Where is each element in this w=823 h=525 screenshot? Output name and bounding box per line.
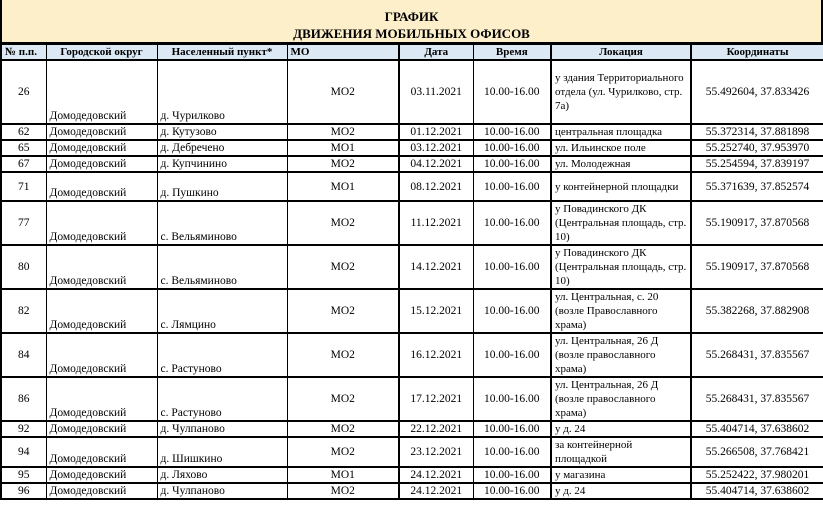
cell-place: с. Растуново — [157, 377, 287, 421]
cell-number: 80 — [1, 245, 46, 289]
cell-district: Домодедовский — [46, 377, 157, 421]
cell-place: д. Дебречено — [157, 140, 287, 156]
cell-mo: МО2 — [287, 124, 399, 140]
cell-coordinates: 55.404714, 37.638602 — [691, 421, 823, 437]
table-row — [1, 156, 823, 172]
cell-district: Домодедовский — [46, 483, 157, 499]
cell-date: 08.12.2021 — [399, 172, 473, 201]
cell-coordinates: 55.492604, 37.833426 — [691, 60, 823, 124]
table-row — [1, 377, 823, 421]
column-header-coordinates: Координаты — [691, 45, 823, 61]
cell-location: за контейнерной площадкой — [551, 437, 691, 467]
cell-district: Домодедовский — [46, 156, 157, 172]
cell-number: 84 — [1, 333, 46, 377]
table-row — [1, 60, 823, 124]
cell-location: ул. Ильинское поле — [551, 140, 691, 156]
cell-date: 01.12.2021 — [399, 124, 473, 140]
cell-location: у магазина — [551, 467, 691, 483]
cell-district: Домодедовский — [46, 437, 157, 467]
cell-number: 92 — [1, 421, 46, 437]
cell-place: с. Вельяминово — [157, 201, 287, 245]
column-header-place: Населенный пункт* — [157, 45, 287, 61]
cell-date: 24.12.2021 — [399, 467, 473, 483]
cell-district: Домодедовский — [46, 467, 157, 483]
cell-mo: МО2 — [287, 377, 399, 421]
table-row — [1, 333, 823, 377]
cell-mo: МО2 — [287, 421, 399, 437]
cell-time: 10.00-16.00 — [473, 60, 551, 124]
cell-district: Домодедовский — [46, 201, 157, 245]
column-header-time: Время — [473, 45, 551, 61]
cell-date: 23.12.2021 — [399, 437, 473, 467]
cell-district: Домодедовский — [46, 60, 157, 124]
cell-district: Домодедовский — [46, 124, 157, 140]
cell-date: 11.12.2021 — [399, 201, 473, 245]
cell-mo: МО2 — [287, 333, 399, 377]
cell-district: Домодедовский — [46, 333, 157, 377]
cell-place: д. Ляхово — [157, 467, 287, 483]
cell-date: 22.12.2021 — [399, 421, 473, 437]
title-band — [0, 0, 823, 44]
cell-time: 10.00-16.00 — [473, 467, 551, 483]
table-row — [1, 140, 823, 156]
table-row — [1, 421, 823, 437]
cell-number: 96 — [1, 483, 46, 499]
cell-coordinates: 55.266508, 37.768421 — [691, 437, 823, 467]
cell-coordinates: 55.190917, 37.870568 — [691, 245, 823, 289]
cell-coordinates: 55.268431, 37.835567 — [691, 377, 823, 421]
cell-number: 71 — [1, 172, 46, 201]
cell-place: д. Купчинино — [157, 156, 287, 172]
cell-location: у д. 24 — [551, 483, 691, 499]
cell-number: 67 — [1, 156, 46, 172]
cell-district: Домодедовский — [46, 172, 157, 201]
cell-mo: МО2 — [287, 60, 399, 124]
cell-coordinates: 55.404714, 37.638602 — [691, 483, 823, 499]
column-header-date: Дата — [399, 45, 473, 61]
cell-location: у Повадинского ДК (Центральная площадь, стр. 10) — [551, 245, 691, 289]
cell-date: 16.12.2021 — [399, 333, 473, 377]
cell-coordinates: 55.252740, 37.953970 — [691, 140, 823, 156]
cell-time: 10.00-16.00 — [473, 483, 551, 499]
cell-number: 82 — [1, 289, 46, 333]
table-body — [1, 60, 823, 499]
cell-place: с. Лямцино — [157, 289, 287, 333]
cell-place: д. Чулпаново — [157, 483, 287, 499]
cell-mo: МО2 — [287, 201, 399, 245]
cell-date: 24.12.2021 — [399, 483, 473, 499]
cell-place: д. Чурилково — [157, 60, 287, 124]
column-header-number: № п.п. — [1, 45, 46, 61]
cell-location: ул. Центральная, 26 Д (возле православного храма) — [551, 333, 691, 377]
cell-date: 03.12.2021 — [399, 140, 473, 156]
cell-number: 77 — [1, 201, 46, 245]
cell-mo: МО2 — [287, 483, 399, 499]
cell-location: у контейнерной площадки — [551, 172, 691, 201]
cell-mo: МО2 — [287, 289, 399, 333]
schedule-table — [0, 44, 823, 500]
cell-coordinates: 55.371639, 37.852574 — [691, 172, 823, 201]
cell-time: 10.00-16.00 — [473, 201, 551, 245]
cell-location: у здания Территориального отдела (ул. Чурилково, стр. 7а) — [551, 60, 691, 124]
cell-mo: МО1 — [287, 467, 399, 483]
cell-number: 62 — [1, 124, 46, 140]
cell-date: 04.12.2021 — [399, 156, 473, 172]
cell-place: д. Пушкино — [157, 172, 287, 201]
table-row — [1, 289, 823, 333]
cell-location: ул. Молодежная — [551, 156, 691, 172]
cell-date: 17.12.2021 — [399, 377, 473, 421]
cell-time: 10.00-16.00 — [473, 333, 551, 377]
table-header-row — [1, 45, 823, 61]
cell-time: 10.00-16.00 — [473, 172, 551, 201]
cell-time: 10.00-16.00 — [473, 421, 551, 437]
cell-place: с. Вельяминово — [157, 245, 287, 289]
table-row — [1, 437, 823, 467]
cell-number: 94 — [1, 437, 46, 467]
cell-time: 10.00-16.00 — [473, 245, 551, 289]
column-header-location: Локация — [551, 45, 691, 61]
cell-coordinates: 55.372314, 37.881898 — [691, 124, 823, 140]
cell-date: 15.12.2021 — [399, 289, 473, 333]
cell-place: д. Чулпаново — [157, 421, 287, 437]
table-row — [1, 483, 823, 499]
column-header-district: Городской округ — [46, 45, 157, 61]
cell-time: 10.00-16.00 — [473, 289, 551, 333]
cell-date: 14.12.2021 — [399, 245, 473, 289]
cell-location: центральная площадка — [551, 124, 691, 140]
cell-mo: МО2 — [287, 245, 399, 289]
cell-coordinates: 55.252422, 37.980201 — [691, 467, 823, 483]
cell-mo: МО2 — [287, 437, 399, 467]
cell-place: д. Кутузово — [157, 124, 287, 140]
cell-coordinates: 55.190917, 37.870568 — [691, 201, 823, 245]
document-title: ГРАФИК — [384, 9, 439, 24]
cell-mo: МО2 — [287, 156, 399, 172]
column-header-mo: МО — [287, 45, 399, 61]
cell-location: у Повадинского ДК (Центральная площадь, стр. 10) — [551, 201, 691, 245]
cell-location: у д. 24 — [551, 421, 691, 437]
cell-place: д. Шишкино — [157, 437, 287, 467]
cell-number: 65 — [1, 140, 46, 156]
cell-location: ул. Центральная, с. 20 (возле Православного храма) — [551, 289, 691, 333]
table-row — [1, 124, 823, 140]
cell-time: 10.00-16.00 — [473, 437, 551, 467]
cell-coordinates: 55.268431, 37.835567 — [691, 333, 823, 377]
cell-number: 95 — [1, 467, 46, 483]
cell-district: Домодедовский — [46, 289, 157, 333]
table-row — [1, 201, 823, 245]
cell-mo: МО1 — [287, 172, 399, 201]
cell-time: 10.00-16.00 — [473, 156, 551, 172]
cell-district: Домодедовский — [46, 140, 157, 156]
table-row — [1, 467, 823, 483]
cell-district: Домодедовский — [46, 245, 157, 289]
table-row — [1, 172, 823, 201]
cell-time: 10.00-16.00 — [473, 140, 551, 156]
cell-coordinates: 55.382268, 37.882908 — [691, 289, 823, 333]
cell-place: с. Растуново — [157, 333, 287, 377]
cell-coordinates: 55.254594, 37.839197 — [691, 156, 823, 172]
table-row — [1, 245, 823, 289]
cell-number: 86 — [1, 377, 46, 421]
document-subtitle: ДВИЖЕНИЯ МОБИЛЬНЫХ ОФИСОВ — [293, 26, 530, 41]
cell-time: 10.00-16.00 — [473, 377, 551, 421]
cell-location: ул. Центральная, 26 Д (возле православного храма) — [551, 377, 691, 421]
cell-time: 10.00-16.00 — [473, 124, 551, 140]
cell-number: 26 — [1, 60, 46, 124]
cell-district: Домодедовский — [46, 421, 157, 437]
cell-date: 03.11.2021 — [399, 60, 473, 124]
cell-mo: МО1 — [287, 140, 399, 156]
